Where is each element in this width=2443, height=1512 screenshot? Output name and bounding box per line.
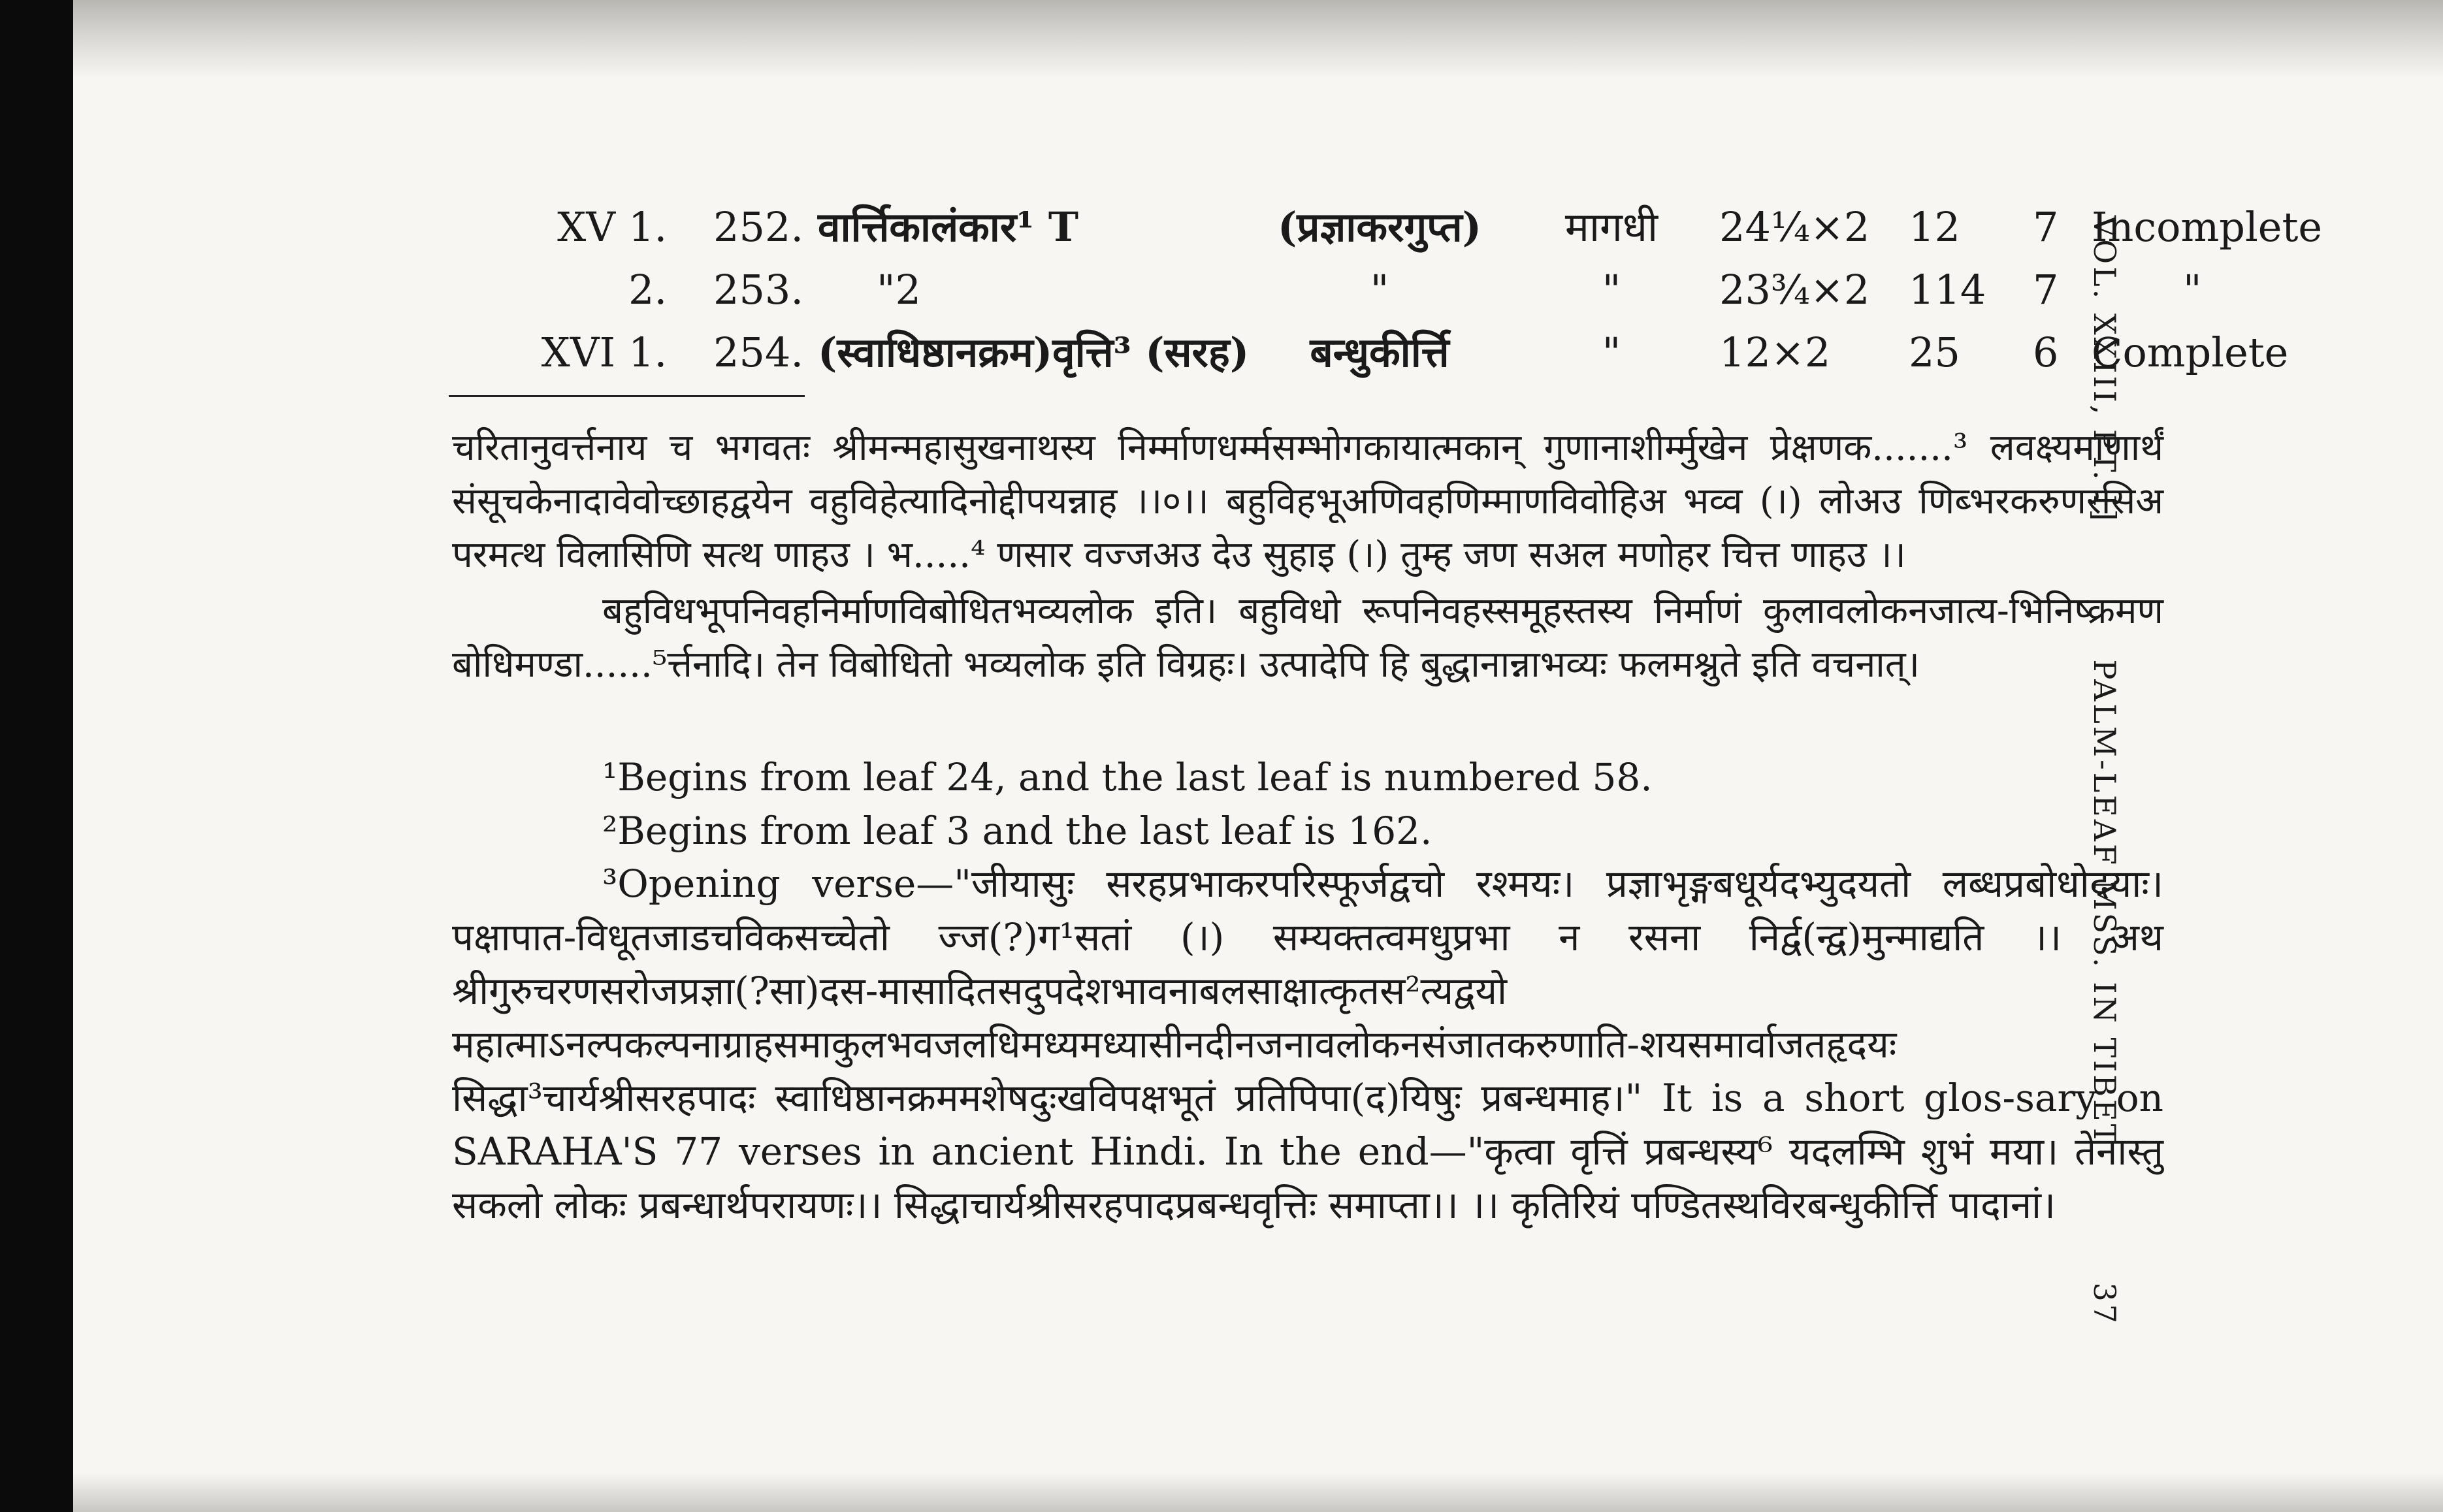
serial-number-cell: 253. — [713, 266, 804, 314]
footnote: ³Opening verse—"जीयासुः सरहप्रभाकरपरिस्फूर्जद्वचो रश्मयः। प्रज्ञाभृङ्गबधूर्यदभ्युदयतो लब्धप्रबोधोदयाः। पक्षापात-विधूतजाडचविकसच्चेतो ज्ज(?)ग¹सतां (।) सम्यक्तत्वमधुप्रभा न रसना निर्द्व(न्द्व)मुन्माद्यति ।। अथ श्रीगुरुचरणसरोजप्रज्ञा(?सा)दस-मासादितसदुपदेशभावनाबलसाक्षात्कृतस²त्यद्वयो महात्माऽनल्पकल्पनाग्राहसमाकुलभवजलधिमध्यमध्यासीनदीनजनावलोकनसंजातकरुणाति-शयसमार्वाजतहृदयः सिद्धा³चार्यश्रीसरहपादः स्वाधिष्ठानक्रममशेषदुःखविपक्षभूतं प्रतिपिपा(द)यिषुः प्रबन्धमाह।" It is a short glos-sary on SARAHA'S 77 verses in ancient Hindi. In the end—"कृत्वा वृत्तिं प्रबन्धस्य⁶ यदलम्भि शुभं मया। तेनास्तु सकलो लोकः प्रबन्धार्थपरायणः।। सिद्धाचार्यश्रीसरहपादप्रबन्धवृत्तिः समाप्ता।। ।। कृतिरियं पण्डितस्थविरबन्धुकीर्त्ति पादानां। — [452, 861, 2163, 1227]
author-cell: बन्धुकीर्त्ति — [1310, 329, 1449, 376]
footnote: ²Begins from leaf 3 and the last leaf is 162. — [602, 809, 1432, 853]
language-cell: " — [1602, 266, 1621, 314]
body-paragraph: चरितानुवर्त्तनाय च भगवतः श्रीमन्महासुखनाथस्य निर्म्माणधर्म्मसम्भोगकायात्मकान् गुणानाशीर्म्मुखेन प्रेक्षणक.......³ लवक्ष्यमाणार्थं संसूचकेनादावेवोच्छाहद्वयेन वहुविहेत्यादिनोद्दीपयन्नाह ।।०।। बहुविहभूअणिवहणिम्माणविवोहिअ भव्व (।) लोअउ णिब्भरकरुणरसिअ परमत्थ विलासिणि सत्थ णाहउ । भ.....⁴ णसार वज्जअउ देउ सुहाइ (।) तुम्ह जण सअल मणोहर चित्त णाहउ ।। — [452, 426, 2163, 576]
volume-label: VOL. XXIII, PT. I] — [2087, 216, 2122, 524]
serial-number-cell: 252. — [713, 203, 804, 251]
document-page — [73, 0, 2443, 1512]
table-row — [439, 196, 2323, 259]
table-row — [439, 321, 2289, 384]
condition-cell: Incomplete — [2092, 203, 2323, 251]
condition-cell: Complete — [2092, 329, 2289, 376]
title-cell: (स्वाधिष्ठानक्रम)वृत्ति³ (सरह) — [818, 329, 1250, 376]
title-cell: वार्त्तिकालंकार¹ T — [818, 203, 1079, 251]
page-number: 37 — [2087, 1282, 2122, 1326]
lines-cell: 7 — [2033, 266, 2059, 314]
lines-cell: 6 — [2033, 329, 2059, 376]
volume-cell: XVI — [541, 329, 615, 376]
running-title: PALM-LEAF MSS. IN TIBET — [2087, 659, 2122, 1147]
condition-cell: " — [2183, 266, 2202, 314]
footnote-divider — [449, 395, 805, 397]
sub-number-cell: 1. — [628, 203, 668, 251]
author-cell: (प्रज्ञाकरगुप्त) — [1277, 203, 1482, 251]
serial-number-cell: 254. — [713, 329, 804, 376]
leaves-cell: 114 — [1909, 266, 1986, 314]
leaves-cell: 25 — [1909, 329, 1960, 376]
leaves-cell: 12 — [1909, 203, 1960, 251]
size-cell: 24¼×2 — [1719, 203, 1870, 251]
scan-border-left — [0, 0, 73, 1512]
lines-cell: 7 — [2033, 203, 2059, 251]
running-header — [2079, 216, 2131, 1326]
table-row — [439, 259, 2202, 321]
body-paragraph: बहुविधभूपनिवहनिर्माणविबोधितभव्यलोक इति। बहुविधो रूपनिवहस्समूहस्तस्य निर्माणं कुलावलोकनजात्य-भिनिष्क्रमण बोधिमण्डा......⁵र्त्तनादि। तेन विबोधितो भव्यलोक इति विग्रहः। उत्पादेपि हि बुद्धानान्नाभव्यः फलमश्नुते इति वचनात्। — [452, 590, 2163, 686]
manuscript-table — [439, 196, 2323, 384]
title-cell: "2 — [877, 266, 921, 314]
volume-cell: XV — [557, 203, 615, 251]
language-cell: मागधी — [1564, 203, 1658, 251]
footnote: ¹Begins from leaf 24, and the last leaf is numbered 58. — [602, 755, 1653, 799]
language-cell: " — [1602, 329, 1621, 376]
size-cell: 23¾×2 — [1719, 266, 1870, 314]
author-cell: " — [1370, 266, 1389, 314]
sub-number-cell: 2. — [628, 266, 668, 314]
sub-number-cell: 1. — [628, 329, 668, 376]
size-cell: 12×2 — [1719, 329, 1831, 376]
